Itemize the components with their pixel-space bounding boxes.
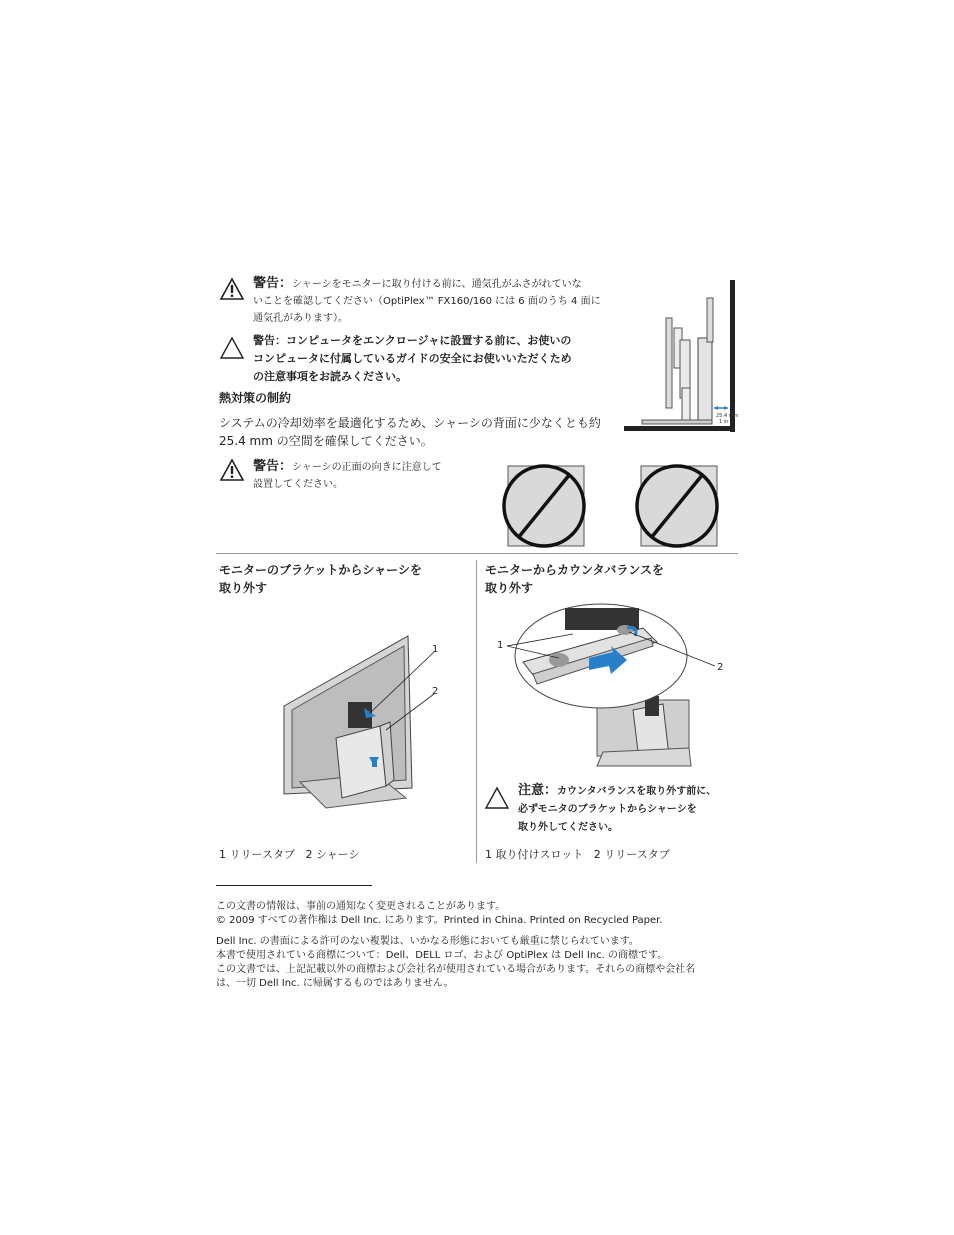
warning-text: いことを確認してください（OptiPlex™ FX160/160 には 6 面のうち 4 面に xyxy=(253,296,601,307)
caution-text: カウンタバランスを取り外す前に、 xyxy=(557,786,717,797)
warning-triangle-icon xyxy=(219,277,245,301)
caution-triangle-icon xyxy=(219,336,245,360)
clearance-illustration xyxy=(622,278,738,434)
footer-text: この文書では、上記記載以外の商標および会社名が使用されている場合があります。それらの商標や会社名 xyxy=(216,964,696,975)
caution-label: 注意： xyxy=(518,783,558,798)
legend-label: シャーシ xyxy=(315,848,360,861)
warning-text: 通気孔があります）。 xyxy=(253,313,348,324)
warning-text: シャーシの正面の向きに注意して xyxy=(292,462,442,473)
warning-label: 警告： xyxy=(253,459,293,474)
legend-number: 1 xyxy=(485,848,492,861)
legend-number: 1 xyxy=(219,848,226,861)
callout-number: 2 xyxy=(717,662,724,673)
section-title: モニターのブラケットからシャーシを xyxy=(219,563,422,577)
footer-text: © 2009 すべての著作権は Dell Inc. にあります。Printed in China. Printed on Recycled Paper. xyxy=(216,915,663,926)
legend-label: 取り付けスロット xyxy=(495,848,584,861)
divider xyxy=(216,553,738,554)
footer-text: Dell Inc. の書面による許可のない複製は、いかなる形態においても厳重に禁じられています。 xyxy=(216,936,639,947)
body-text: 25.4 mm の空間を確保してください。 xyxy=(219,434,433,448)
section-title: 取り外す xyxy=(485,581,534,595)
footer-text: この文書の情報は、事前の通知なく変更されることがあります。 xyxy=(216,901,506,912)
footnote-rule xyxy=(216,885,372,886)
clearance-in-label: 1 in xyxy=(719,419,729,425)
warning-text: シャーシをモニターに取り付ける前に、通気孔がふさがれていな xyxy=(292,279,582,290)
legend-number: 2 xyxy=(593,848,601,861)
section-title: モニターからカウンタバランスを xyxy=(485,563,665,577)
caution-triangle-icon xyxy=(484,786,510,810)
caution-text: の注意事項をお読みください。 xyxy=(253,370,407,383)
prohibited-orientation-icon xyxy=(633,462,723,550)
legend-label: リリースタブ xyxy=(604,848,670,861)
caution-text: コンピュータに付属しているガイドの安全にお使いいただくため xyxy=(253,352,572,365)
caution-text: 必ずモニタのブラケットからシャーシを xyxy=(518,804,697,815)
remove-chassis-illustration xyxy=(276,630,466,820)
callout-number: 1 xyxy=(432,644,439,655)
legend-number: 2 xyxy=(305,848,313,861)
footer-text: 本書で使用されている商標について：Dell、DELL ロゴ、および OptiPlex は Dell Inc. の商標です。 xyxy=(216,950,668,961)
warning-triangle-icon xyxy=(219,458,245,482)
warning-text: 設置してください。 xyxy=(253,479,343,490)
remove-counterbalance-illustration xyxy=(493,600,729,768)
caution-text: 取り外してください。 xyxy=(518,822,618,833)
caution-text: 警告：コンピュータをエンクロージャに設置する前に、お使いの xyxy=(253,334,572,347)
section-heading: 熱対策の制約 xyxy=(219,391,292,405)
section-title: 取り外す xyxy=(219,581,268,595)
callout-number: 2 xyxy=(432,686,439,697)
callout-number: 1 xyxy=(497,640,504,651)
column-divider xyxy=(476,560,477,863)
body-text: システムの冷却効率を最適化するため、シャーシの背面に少なくとも約 xyxy=(219,416,601,430)
footer-text: は、一切 Dell Inc. に帰属するものではありません。 xyxy=(216,978,454,989)
warning-label: 警告： xyxy=(253,276,293,291)
clearance-mm-label: 25.4 mm xyxy=(716,413,738,419)
legend-label: リリースタブ xyxy=(229,848,295,861)
prohibited-orientation-icon xyxy=(500,462,590,550)
